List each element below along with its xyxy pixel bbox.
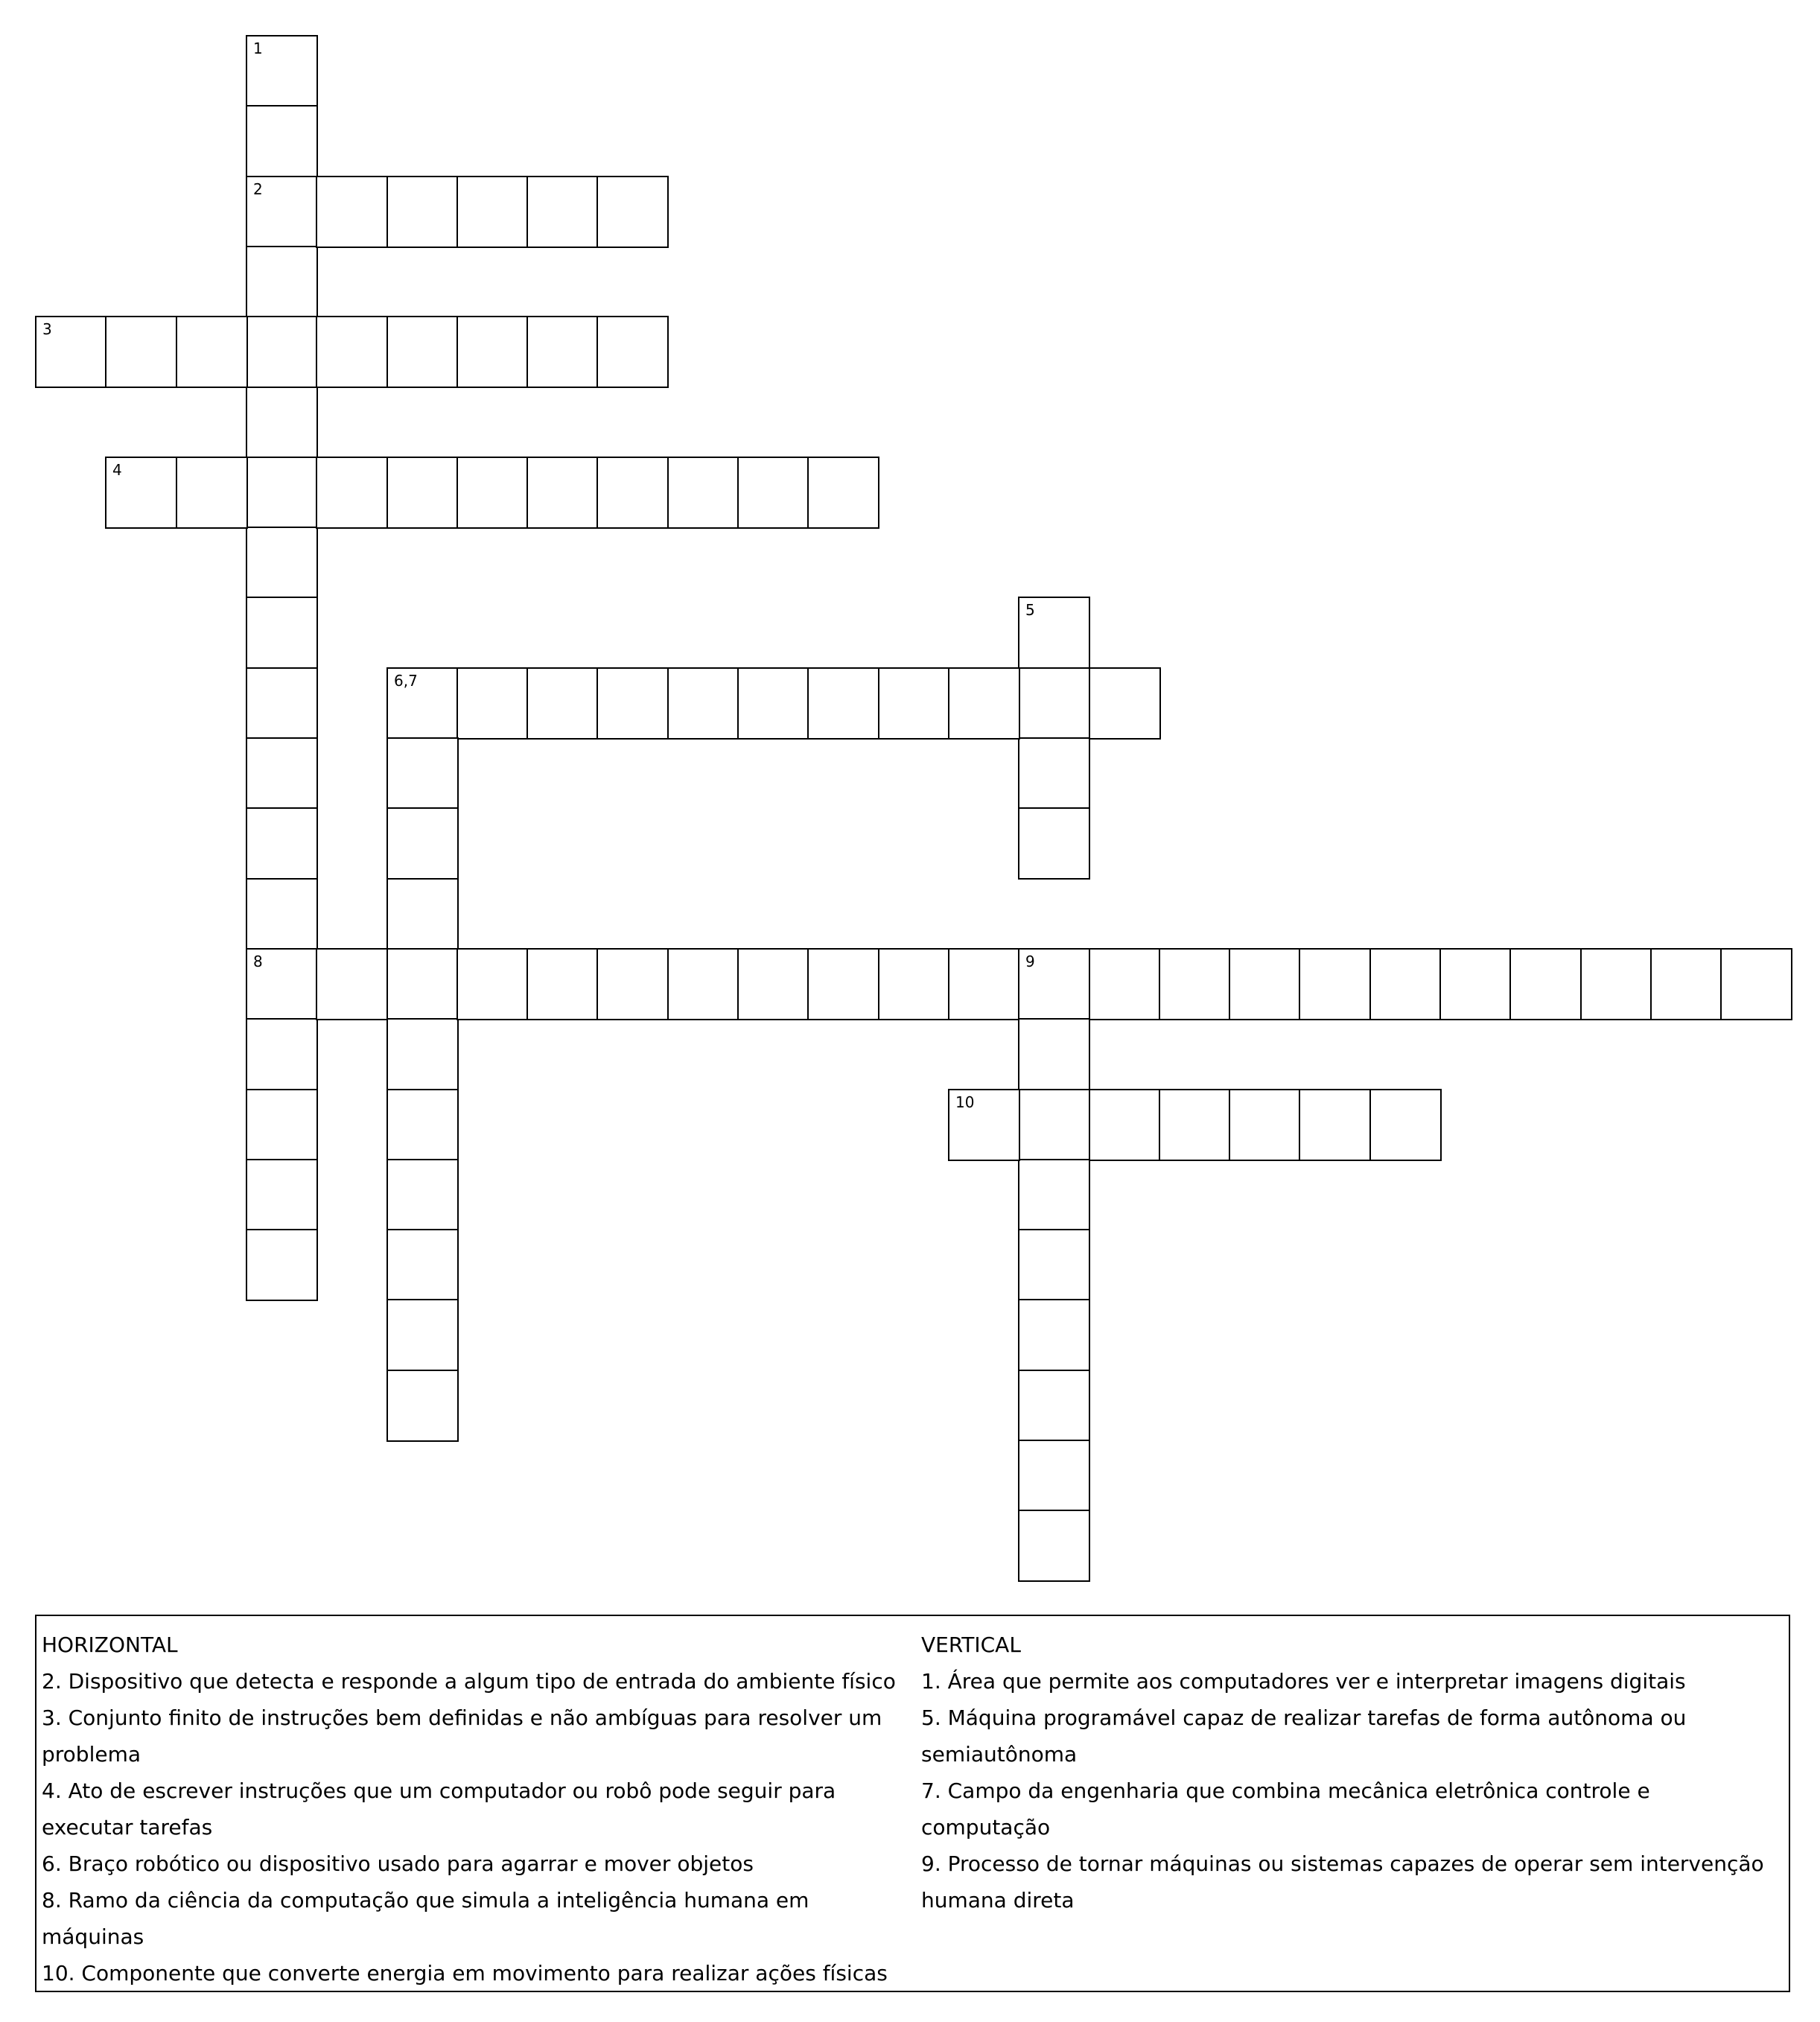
- clues-vertical: [921, 1627, 1785, 1918]
- grid-cell[interactable]: [246, 527, 318, 599]
- grid-cell[interactable]: [1018, 737, 1090, 810]
- grid-cell[interactable]: [316, 948, 388, 1020]
- grid-cell[interactable]: [878, 667, 950, 740]
- grid-cell[interactable]: [667, 667, 739, 740]
- grid-cell[interactable]: [246, 1229, 318, 1301]
- grid-cell[interactable]: [246, 457, 318, 529]
- grid-cell[interactable]: [1159, 948, 1231, 1020]
- grid-cell[interactable]: [1369, 948, 1442, 1020]
- clue-number: 3: [42, 320, 52, 338]
- grid-cell[interactable]: [1018, 1089, 1090, 1161]
- clue-number: 2: [253, 180, 263, 198]
- grid-cell[interactable]: [246, 807, 318, 880]
- grid-cell[interactable]: [386, 1299, 459, 1371]
- grid-cell[interactable]: [386, 457, 459, 529]
- grid-cell[interactable]: [316, 457, 388, 529]
- grid-cell[interactable]: [526, 176, 599, 248]
- grid-cell[interactable]: [386, 948, 459, 1020]
- grid-cell[interactable]: [105, 316, 177, 388]
- grid-cell[interactable]: [1439, 948, 1512, 1020]
- grid-cell[interactable]: [386, 807, 459, 880]
- grid-cell[interactable]: [737, 667, 809, 740]
- clue-number: 1: [253, 39, 263, 57]
- grid-cell[interactable]: [456, 948, 529, 1020]
- grid-cell[interactable]: [1018, 1018, 1090, 1090]
- clue-horizontal-8: 8. Ramo da ciência da computação que simula a inteligência humana em máquinas: [42, 1888, 809, 1949]
- grid-cell[interactable]: [176, 316, 248, 388]
- grid-cell[interactable]: [948, 667, 1020, 740]
- grid-cell[interactable]: [526, 457, 599, 529]
- grid-cell[interactable]: [596, 457, 669, 529]
- grid-cell[interactable]: [807, 948, 879, 1020]
- grid-cell[interactable]: [246, 597, 318, 669]
- clue-vertical-9: 9. Processo de tornar máquinas ou sistemas capazes de operar sem intervenção humana direta: [921, 1851, 1764, 1913]
- clues-horizontal-heading: HORIZONTAL: [42, 1632, 178, 1657]
- clue-horizontal-4: 4. Ato de escrever instruções que um computador ou robô pode seguir para executar tarefas: [42, 1778, 836, 1840]
- grid-cell[interactable]: [1018, 1440, 1090, 1512]
- grid-cell[interactable]: [246, 948, 318, 1020]
- grid-cell[interactable]: [176, 457, 248, 529]
- grid-cell[interactable]: [807, 667, 879, 740]
- grid-cell[interactable]: [526, 316, 599, 388]
- grid-cell[interactable]: [596, 667, 669, 740]
- clue-number: 8: [253, 953, 263, 970]
- grid-cell[interactable]: [1509, 948, 1582, 1020]
- grid-cell[interactable]: [386, 1089, 459, 1161]
- grid-cell[interactable]: [386, 316, 459, 388]
- grid-cell[interactable]: [526, 667, 599, 740]
- clue-horizontal-2: 2. Dispositivo que detecta e responde a algum tipo de entrada do ambiente físico: [42, 1669, 896, 1694]
- grid-cell[interactable]: [948, 1089, 1020, 1161]
- clues-box: [35, 1615, 1790, 1992]
- grid-cell[interactable]: [596, 316, 669, 388]
- grid-cell[interactable]: [456, 316, 529, 388]
- grid-cell[interactable]: [1018, 667, 1090, 740]
- grid-cell[interactable]: [386, 737, 459, 810]
- grid-cell[interactable]: [456, 457, 529, 529]
- grid-cell[interactable]: [316, 316, 388, 388]
- grid-cell[interactable]: [1018, 807, 1090, 880]
- clues-vertical-heading: VERTICAL: [921, 1632, 1021, 1657]
- grid-cell[interactable]: [105, 457, 177, 529]
- clue-number: 10: [955, 1093, 975, 1111]
- grid-cell[interactable]: [1089, 667, 1161, 740]
- grid-cell[interactable]: [596, 176, 669, 248]
- grid-cell[interactable]: [246, 246, 318, 318]
- clue-horizontal-3: 3. Conjunto finito de instruções bem definidas e não ambíguas para resolver um problema: [42, 1705, 882, 1767]
- grid-cell[interactable]: [1299, 948, 1371, 1020]
- clues-horizontal: [42, 1627, 913, 1991]
- grid-cell[interactable]: [246, 35, 318, 107]
- grid-cell[interactable]: [1018, 948, 1090, 1020]
- grid-cell[interactable]: [246, 387, 318, 459]
- grid-cell[interactable]: [667, 457, 739, 529]
- grid-cell[interactable]: [1159, 1089, 1231, 1161]
- grid-cell[interactable]: [456, 667, 529, 740]
- grid-cell[interactable]: [246, 878, 318, 950]
- clue-horizontal-6: 6. Braço robótico ou dispositivo usado para agarrar e mover objetos: [42, 1851, 754, 1876]
- grid-cell[interactable]: [456, 176, 529, 248]
- grid-cell[interactable]: [386, 1018, 459, 1090]
- grid-cell[interactable]: [246, 737, 318, 810]
- grid-cell[interactable]: [1229, 1089, 1301, 1161]
- grid-cell[interactable]: [1018, 1299, 1090, 1371]
- grid-cell[interactable]: [737, 457, 809, 529]
- clue-number: 9: [1025, 953, 1035, 970]
- grid-cell[interactable]: [1089, 1089, 1161, 1161]
- grid-cell[interactable]: [386, 667, 459, 740]
- grid-cell[interactable]: [1089, 948, 1161, 1020]
- grid-cell[interactable]: [1018, 1229, 1090, 1301]
- clue-number: 4: [112, 461, 122, 479]
- grid-cell[interactable]: [246, 316, 318, 388]
- grid-cell[interactable]: [246, 667, 318, 740]
- grid-cell[interactable]: [1018, 1510, 1090, 1582]
- clue-vertical-1: 1. Área que permite aos computadores ver e interpretar imagens digitais: [921, 1669, 1686, 1694]
- grid-cell[interactable]: [386, 878, 459, 950]
- grid-cell[interactable]: [526, 948, 599, 1020]
- grid-cell[interactable]: [1229, 948, 1301, 1020]
- grid-cell[interactable]: [596, 948, 669, 1020]
- grid-cell[interactable]: [1369, 1089, 1442, 1161]
- grid-cell[interactable]: [35, 316, 107, 388]
- grid-cell[interactable]: [386, 176, 459, 248]
- clue-vertical-7: 7. Campo da engenharia que combina mecânica eletrônica controle e computação: [921, 1778, 1650, 1840]
- clue-vertical-5: 5. Máquina programável capaz de realizar tarefas de forma autônoma ou semiautônoma: [921, 1705, 1687, 1767]
- grid-cell[interactable]: [807, 457, 879, 529]
- grid-cell[interactable]: [737, 948, 809, 1020]
- clue-number: 6,7: [394, 672, 418, 690]
- grid-cell[interactable]: [1018, 597, 1090, 669]
- clue-horizontal-10: 10. Componente que converte energia em movimento para realizar ações físicas: [42, 1961, 888, 1986]
- grid-cell[interactable]: [1580, 948, 1652, 1020]
- grid-cell[interactable]: [246, 176, 318, 248]
- grid-cell[interactable]: [948, 948, 1020, 1020]
- grid-cell[interactable]: [1720, 948, 1792, 1020]
- grid-cell[interactable]: [246, 105, 318, 177]
- grid-cell[interactable]: [316, 176, 388, 248]
- grid-cell[interactable]: [667, 948, 739, 1020]
- grid-cell[interactable]: [246, 1018, 318, 1090]
- grid-cell[interactable]: [386, 1229, 459, 1301]
- grid-cell[interactable]: [386, 1159, 459, 1231]
- grid-cell[interactable]: [1299, 1089, 1371, 1161]
- clue-number: 5: [1025, 601, 1035, 619]
- grid-cell[interactable]: [1018, 1370, 1090, 1442]
- grid-cell[interactable]: [246, 1159, 318, 1231]
- grid-cell[interactable]: [1650, 948, 1722, 1020]
- grid-cell[interactable]: [878, 948, 950, 1020]
- grid-cell[interactable]: [386, 1370, 459, 1442]
- grid-cell[interactable]: [1018, 1159, 1090, 1231]
- grid-cell[interactable]: [246, 1089, 318, 1161]
